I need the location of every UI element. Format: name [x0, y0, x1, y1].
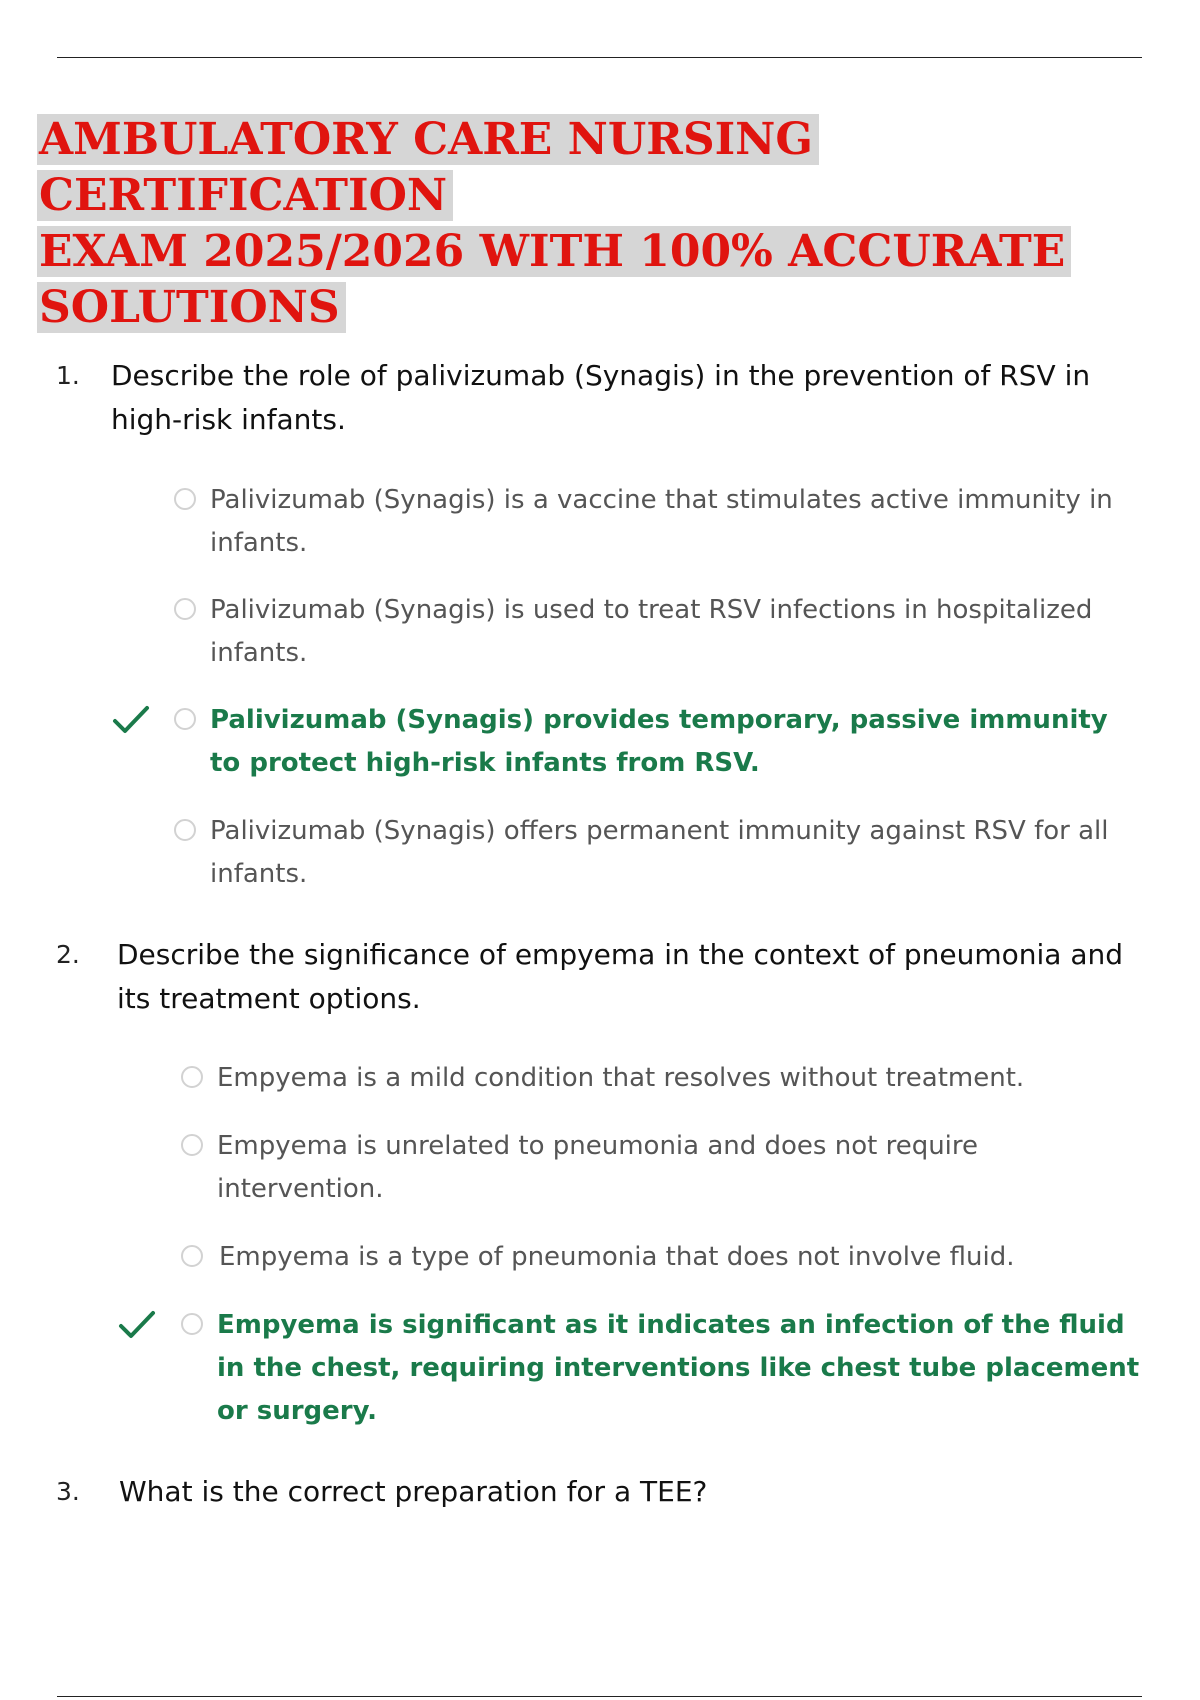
option-text: Palivizumab (Synagis) is used to treat RSV infections in hospitalized infants. [210, 595, 1093, 668]
radio-button[interactable] [174, 819, 196, 841]
title-line-3: SOLUTIONS [37, 282, 346, 333]
checkmark-icon [112, 704, 150, 736]
option-text: Palivizumab (Synagis) offers permanent immunity against RSV for all infants. [210, 816, 1109, 889]
option-text: Empyema is a type of pneumonia that does not involve fluid. [219, 1242, 1015, 1272]
radio-button[interactable] [181, 1134, 203, 1156]
option-text: Empyema is significant as it indicates an infection of the fluid in the chest, requiring interventions like chest tube placement or surgery. [217, 1310, 1140, 1426]
question-text: Describe the role of palivizumab (Synagis) in the prevention of RSV in high-risk infants. [111, 359, 1091, 436]
option-text: Empyema is a mild condition that resolves without treatment. [217, 1063, 1025, 1093]
radio-button[interactable] [174, 488, 196, 510]
radio-button[interactable] [181, 1066, 203, 1088]
checkmark-icon [118, 1309, 156, 1341]
top-rule [57, 57, 1142, 58]
option-text: Palivizumab (Synagis) provides temporary, passive immunity to protect high-risk infants from RSV. [210, 705, 1108, 778]
document-title [37, 112, 1177, 336]
question-text: Describe the significance of empyema in the context of pneumonia and its treatment options. [117, 938, 1123, 1015]
question-text: What is the correct preparation for a TEE? [119, 1475, 708, 1508]
question-number: 1. [56, 361, 80, 390]
title-line-1: AMBULATORY CARE NURSING CERTIFICATION [37, 114, 819, 221]
question-number: 3. [56, 1477, 80, 1506]
radio-button[interactable] [174, 708, 196, 730]
option-text: Palivizumab (Synagis) is a vaccine that stimulates active immunity in infants. [210, 485, 1113, 558]
radio-button[interactable] [181, 1313, 203, 1335]
radio-button[interactable] [181, 1245, 203, 1267]
title-line-2: EXAM 2025/2026 WITH 100% ACCURATE [37, 226, 1071, 277]
option-text: Empyema is unrelated to pneumonia and does not require intervention. [217, 1131, 979, 1204]
question-number: 2. [56, 940, 80, 969]
radio-button[interactable] [174, 598, 196, 620]
bottom-rule [57, 1696, 1142, 1697]
